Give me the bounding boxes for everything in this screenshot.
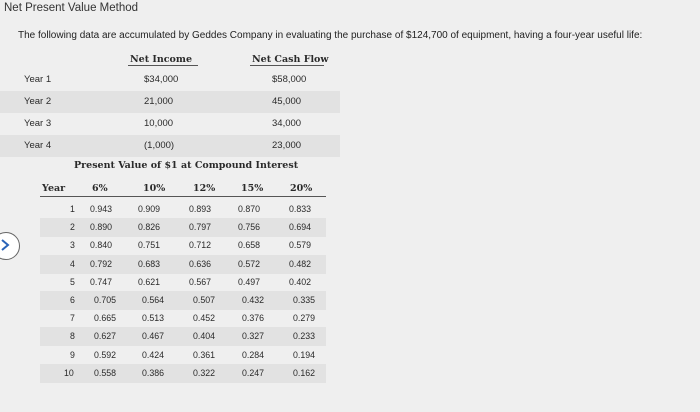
pv-table-row [40, 218, 326, 237]
pv-factor: 0.162 [293, 367, 316, 378]
pv-factor: 0.386 [142, 367, 165, 378]
pv-factor: 0.279 [293, 313, 316, 324]
pv-table-row [40, 236, 326, 255]
pv-year: 4 [70, 258, 75, 269]
pv-header-rate: 15% [241, 183, 264, 194]
pv-factor: 0.833 [289, 204, 312, 214]
pv-table-title: Present Value of $1 at Compound Interest [74, 160, 299, 171]
cash-table-row [0, 91, 340, 113]
pv-factor: 0.327 [242, 331, 265, 342]
pv-factor: 0.572 [238, 258, 261, 269]
pv-factor: 0.747 [90, 276, 113, 287]
pv-table-row [40, 364, 326, 383]
pv-header-rate: 12% [193, 183, 216, 194]
pv-factor: 0.658 [238, 240, 261, 251]
pv-factor: 0.233 [293, 331, 316, 342]
pv-factor: 0.909 [138, 204, 161, 214]
cash-net-income: 10,000 [144, 118, 174, 129]
pv-year: 5 [70, 276, 75, 287]
pv-year: 7 [70, 313, 75, 324]
pv-factor: 0.467 [142, 331, 165, 342]
pv-factor: 0.705 [94, 295, 117, 305]
chevron-right-icon [0, 239, 10, 251]
pv-factor: 0.247 [242, 367, 265, 378]
pv-factor: 0.432 [242, 295, 265, 305]
pv-header-rate: 20% [290, 183, 313, 194]
pv-factor: 0.890 [90, 222, 113, 233]
pv-factor: 0.636 [189, 258, 212, 269]
pv-year: 9 [70, 349, 75, 360]
cash-net-cash-flow: $58,000 [272, 74, 307, 85]
cash-year-label: Year 1 [24, 74, 52, 85]
cash-table-row [0, 135, 340, 157]
pv-table-row [40, 346, 326, 365]
problem-intro: The following data are accumulated by Geddes Company in evaluating the purchase of $124,700 of equipment, having a four-year useful life: [18, 30, 643, 41]
header-net-income: Net Income [130, 54, 192, 65]
cash-year-label: Year 3 [24, 118, 52, 129]
pv-factor: 0.840 [90, 240, 113, 251]
pv-table-row [40, 291, 326, 310]
cash-net-income: 21,000 [144, 96, 174, 107]
pv-factor: 0.424 [142, 349, 165, 360]
pv-factor: 0.564 [142, 295, 165, 305]
pv-factor: 0.194 [293, 349, 316, 360]
pv-table-row [40, 309, 326, 328]
pv-factor: 0.567 [189, 276, 212, 287]
pv-header-year: Year [42, 183, 66, 194]
cash-net-cash-flow: 34,000 [272, 118, 302, 129]
pv-table-row [40, 327, 326, 346]
pv-factor: 0.507 [193, 295, 216, 305]
pv-factor: 0.579 [289, 240, 312, 251]
pv-year: 8 [70, 331, 75, 342]
cash-net-income: $34,000 [144, 74, 179, 85]
pv-year: 2 [70, 222, 75, 233]
pv-factor: 0.592 [94, 349, 117, 360]
pv-factor: 0.497 [238, 276, 261, 287]
pv-year: 3 [70, 240, 75, 251]
next-button[interactable] [0, 232, 20, 260]
pv-factor: 0.665 [94, 313, 117, 324]
pv-factor: 0.683 [138, 258, 161, 269]
cash-year-label: Year 4 [24, 140, 52, 151]
pv-factor: 0.402 [289, 276, 312, 287]
cash-net-income: (1,000) [144, 140, 175, 151]
pv-factor: 0.870 [238, 204, 261, 214]
pv-factor: 0.482 [289, 258, 312, 269]
cash-net-cash-flow: 45,000 [272, 96, 302, 107]
pv-factor: 0.452 [193, 313, 216, 324]
pv-header-rule [40, 196, 326, 197]
header-rule [128, 65, 198, 66]
pv-factor: 0.826 [138, 222, 161, 233]
pv-factor: 0.943 [90, 204, 113, 214]
pv-header-rate: 10% [143, 183, 166, 194]
cash-year-label: Year 2 [24, 96, 52, 107]
cash-net-cash-flow: 23,000 [272, 140, 302, 151]
pv-factor: 0.893 [189, 204, 212, 214]
pv-factor: 0.751 [138, 240, 161, 251]
pv-factor: 0.404 [193, 331, 216, 342]
pv-factor: 0.797 [189, 222, 212, 233]
pv-factor: 0.376 [242, 313, 265, 324]
header-rule [250, 65, 324, 66]
pv-table-row [40, 200, 326, 219]
pv-factor: 0.756 [238, 222, 261, 233]
pv-factor: 0.284 [242, 349, 265, 360]
pv-factor: 0.621 [138, 276, 161, 287]
pv-year: 6 [70, 295, 75, 305]
pv-factor: 0.712 [189, 240, 212, 251]
pv-factor: 0.627 [94, 331, 117, 342]
pv-table-row [40, 255, 326, 274]
pv-year: 10 [64, 367, 74, 378]
pv-factor: 0.558 [94, 367, 117, 378]
pv-factor: 0.335 [293, 295, 316, 305]
cash-table-row [0, 69, 340, 91]
pv-factor: 0.322 [193, 367, 216, 378]
pv-table-row [40, 273, 326, 292]
header-net-cash-flow: Net Cash Flow [252, 54, 329, 65]
pv-year: 1 [70, 204, 75, 214]
pv-factor: 0.694 [289, 222, 312, 233]
pv-factor: 0.361 [193, 349, 216, 360]
pv-factor: 0.513 [142, 313, 165, 324]
page-title: Net Present Value Method [4, 2, 139, 14]
pv-factor: 0.792 [90, 258, 113, 269]
pv-header-rate: 6% [92, 183, 108, 194]
cash-table-row [0, 113, 340, 135]
